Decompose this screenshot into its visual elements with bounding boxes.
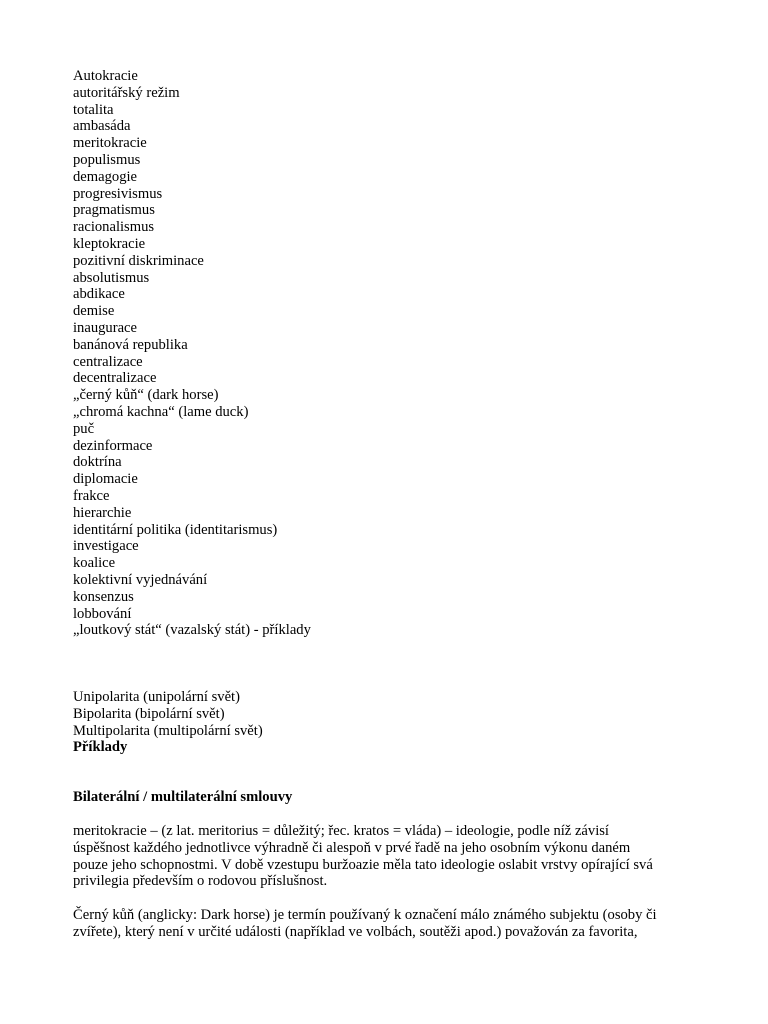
- polarity-item: Multipolarita (multipolární svět): [73, 722, 263, 739]
- term-item: autoritářský režim: [73, 84, 180, 101]
- term-item: absolutismus: [73, 269, 150, 286]
- term-item: demise: [73, 303, 115, 320]
- term-item: populismus: [73, 151, 141, 168]
- spacer: [73, 639, 713, 689]
- spacer: [73, 806, 713, 823]
- term-item: diplomacie: [73, 471, 138, 488]
- term-item: meritokracie: [73, 135, 147, 152]
- examples-heading: Příklady: [73, 739, 128, 756]
- term-item: centralizace: [73, 353, 143, 370]
- paragraph-line: Černý kůň (anglicky: Dark horse) je termín používaný k označení málo známého subjektu (osoby či: [73, 907, 657, 924]
- term-item: kleptokracie: [73, 235, 146, 252]
- term-item: decentralizace: [73, 370, 157, 387]
- term-item: progresivismus: [73, 185, 163, 202]
- term-item: puč: [73, 420, 95, 437]
- paragraph-dark-horse: [73, 907, 713, 941]
- term-item: abdikace: [73, 286, 125, 303]
- paragraph-line: zvířete), který není v určité události (například ve volbách, soutěži apod.) považován za favorita,: [73, 924, 638, 941]
- term-item: totalita: [73, 101, 114, 118]
- term-item: koalice: [73, 555, 116, 572]
- term-item: hierarchie: [73, 504, 132, 521]
- term-item: „chromá kachna“ (lame duck): [73, 403, 249, 420]
- term-item: investigace: [73, 538, 139, 555]
- term-item: „černý kůň“ (dark horse): [73, 387, 219, 404]
- term-list: [73, 68, 713, 639]
- polarity-list: [73, 689, 713, 756]
- treaties-heading: Bilaterální / multilaterální smlouvy: [73, 789, 293, 806]
- paragraph-line: meritokracie – (z lat. meritorius = důležitý; řec. kratos = vláda) – ideologie, podle níž závisí: [73, 823, 609, 840]
- paragraph-line: pouze jeho schopnostmi. V době vzestupu buržoazie měla tato ideologie oslabit vrstvy opírající svá: [73, 856, 653, 873]
- paragraph-line: privilegia především o rodovou příslušnost.: [73, 873, 328, 890]
- term-item: pozitivní diskriminace: [73, 252, 204, 269]
- term-item: identitární politika (identitarismus): [73, 521, 278, 538]
- term-item: banánová republika: [73, 336, 188, 353]
- term-item: kolektivní vyjednávání: [73, 571, 208, 588]
- term-item: ambasáda: [73, 118, 131, 135]
- term-item: frakce: [73, 487, 110, 504]
- paragraph-meritocracy: [73, 823, 713, 890]
- term-item: racionalismus: [73, 219, 155, 236]
- term-item: „loutkový stát“ (vazalský stát) - příklady: [73, 622, 311, 639]
- term-item: lobbování: [73, 605, 132, 622]
- spacer: [73, 890, 713, 907]
- paragraph-line: úspěšnost každého jednotlivce výhradně či alespoň v prvé řadě na jeho osobním výkonu daném: [73, 839, 631, 856]
- term-item: demagogie: [73, 168, 138, 185]
- term-item: dezinformace: [73, 437, 153, 454]
- page-content: [73, 68, 713, 941]
- term-item: inaugurace: [73, 319, 138, 336]
- term-item: Autokracie: [73, 68, 138, 84]
- term-item: doktrína: [73, 454, 122, 471]
- spacer: [73, 756, 713, 789]
- polarity-item: Bipolarita (bipolární svět): [73, 705, 225, 722]
- term-item: konsenzus: [73, 588, 134, 605]
- polarity-item: Unipolarita (unipolární svět): [73, 689, 240, 706]
- term-item: pragmatismus: [73, 202, 155, 219]
